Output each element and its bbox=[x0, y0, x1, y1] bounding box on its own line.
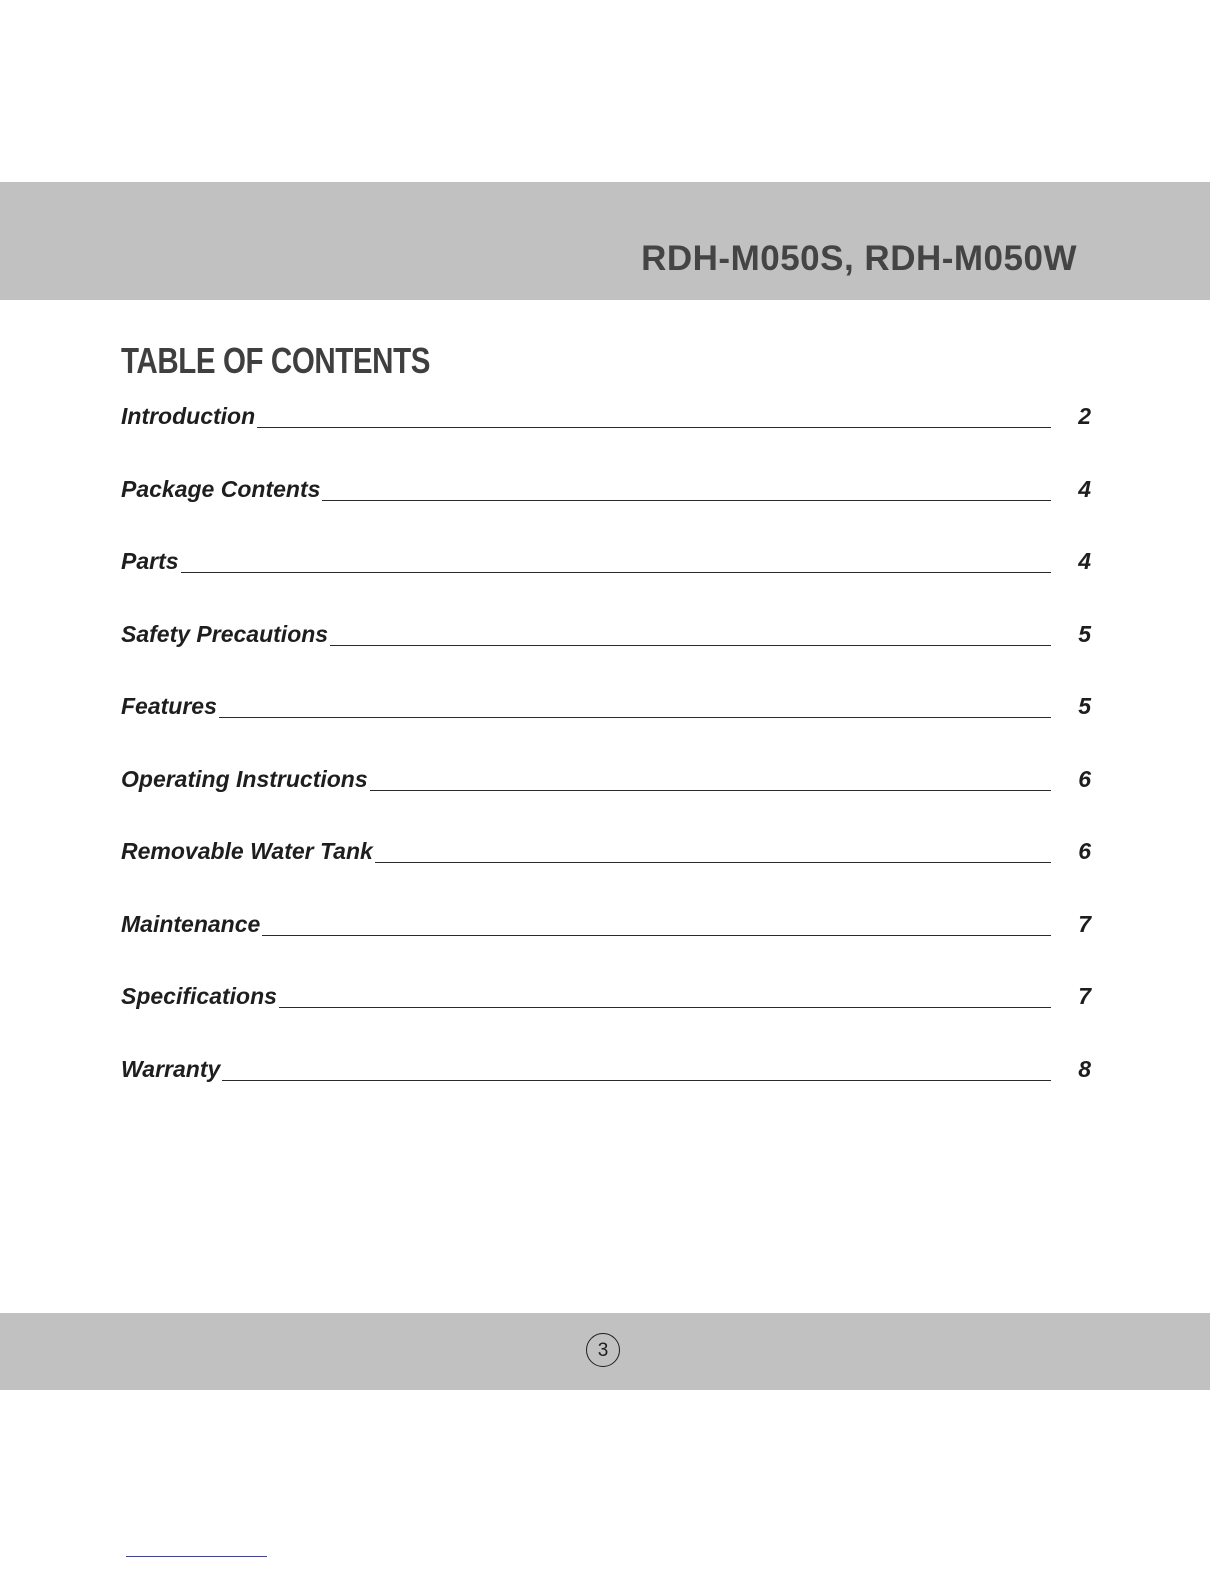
toc-entry-label: Introduction bbox=[121, 403, 256, 429]
toc-entry-label: Features bbox=[121, 693, 217, 719]
toc-entry-page: 6 bbox=[1078, 838, 1091, 864]
toc-entry-maintenance[interactable] bbox=[121, 908, 1091, 981]
toc-leader-line bbox=[375, 861, 1051, 863]
toc-entry-page: 7 bbox=[1078, 910, 1091, 937]
toc-entry-page: 5 bbox=[1078, 620, 1091, 647]
toc-entry-specifications[interactable] bbox=[121, 980, 1091, 1053]
toc-entry-label: Safety Precautions bbox=[121, 620, 329, 647]
toc-heading: TABLE OF CONTENTS bbox=[121, 340, 430, 381]
toc-entry-operating-instructions[interactable] bbox=[121, 763, 1091, 836]
toc-entry-introduction[interactable] bbox=[121, 400, 1091, 473]
toc-entry-page: 6 bbox=[1078, 765, 1091, 792]
model-title: RDH-M050S, RDH-M050W bbox=[641, 239, 1077, 278]
toc-entry-page: 2 bbox=[1078, 403, 1091, 429]
toc-leader-line bbox=[222, 1079, 1051, 1081]
toc-leader-line bbox=[279, 1006, 1051, 1008]
toc-entry-label: Package Contents bbox=[121, 475, 321, 502]
toc-entry-warranty[interactable] bbox=[121, 1053, 1091, 1126]
toc-entry-label: Removable Water Tank bbox=[121, 838, 373, 864]
toc-entry-parts[interactable] bbox=[121, 545, 1091, 618]
toc-leader-line bbox=[322, 499, 1051, 501]
toc-entry-label: Parts bbox=[121, 548, 179, 574]
footer-band bbox=[0, 1313, 1210, 1390]
toc-entry-features[interactable] bbox=[121, 690, 1091, 763]
toc-entry-page: 5 bbox=[1078, 693, 1091, 719]
toc-entry-label: Specifications bbox=[121, 983, 277, 1009]
toc-list bbox=[121, 400, 1091, 1125]
toc-leader-line bbox=[262, 934, 1051, 936]
toc-entry-page: 4 bbox=[1078, 548, 1091, 574]
toc-entry-label: Maintenance bbox=[121, 910, 261, 937]
link-underline bbox=[126, 1556, 267, 1557]
toc-leader-line bbox=[219, 716, 1051, 718]
page-number-badge: 3 bbox=[586, 1333, 620, 1367]
toc-entry-safety-precautions[interactable] bbox=[121, 618, 1091, 691]
toc-entry-label: Operating Instructions bbox=[121, 765, 368, 792]
toc-entry-package-contents[interactable] bbox=[121, 473, 1091, 546]
toc-leader-line bbox=[257, 426, 1051, 428]
toc-entry-page: 4 bbox=[1078, 475, 1091, 502]
toc-entry-label: Warranty bbox=[121, 1055, 221, 1082]
toc-leader-line bbox=[181, 571, 1051, 573]
toc-leader-line bbox=[370, 789, 1051, 791]
header-band bbox=[0, 182, 1210, 300]
toc-leader-line bbox=[330, 644, 1051, 646]
toc-entry-removable-water-tank[interactable] bbox=[121, 835, 1091, 908]
toc-entry-page: 8 bbox=[1078, 1055, 1091, 1082]
toc-entry-page: 7 bbox=[1078, 983, 1091, 1009]
